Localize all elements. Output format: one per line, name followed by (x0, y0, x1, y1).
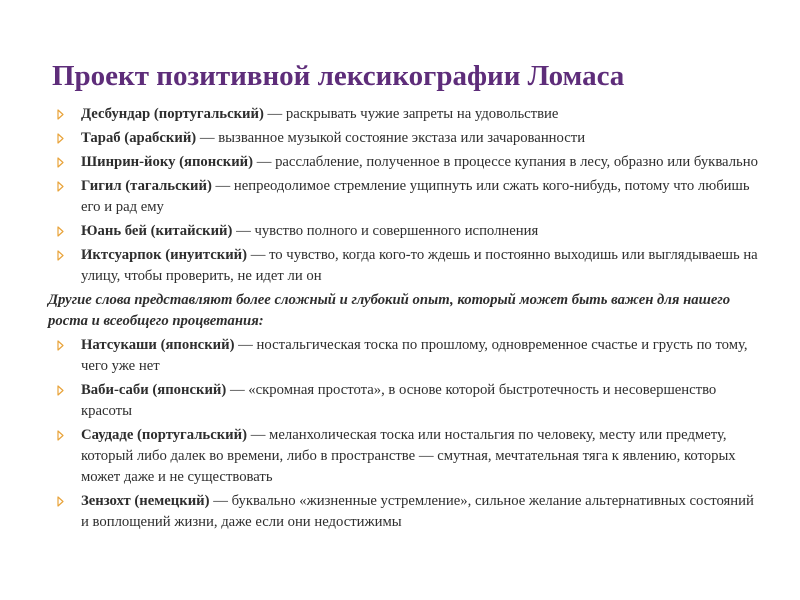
outlined-arrow-bullet-icon (57, 133, 64, 144)
word-term: Саудаде (португальский) (81, 427, 248, 443)
list-item (0, 425, 800, 488)
outlined-arrow-bullet-icon (57, 340, 64, 351)
outlined-arrow-bullet-icon (57, 109, 64, 120)
word-term: Гигил (тагальский) (81, 178, 212, 194)
list-item (0, 104, 800, 125)
list-item (0, 491, 800, 533)
outlined-arrow-bullet-icon (57, 157, 64, 168)
word-definition: — то чувство, когда кого-то ждешь и постоянно выходишь или выглядываешь на улицу, чтобы проверить, не идет ли он (81, 247, 758, 284)
slide-content (0, 104, 800, 536)
outlined-arrow-bullet-icon (57, 385, 64, 396)
outlined-arrow-bullet-icon (57, 430, 64, 441)
word-term: Юань бей (китайский) (81, 223, 233, 239)
list-item (0, 380, 800, 422)
list-item (0, 176, 800, 218)
word-term: Иктсуарпок (инуитский) (81, 247, 248, 263)
word-term: Зензохт (немецкий) (81, 493, 210, 509)
word-definition: — раскрывать чужие запреты на удовольствие (263, 106, 559, 122)
list-item (0, 245, 800, 287)
list-item (0, 152, 800, 173)
word-definition: — чувство полного и совершенного исполнения (232, 223, 539, 239)
word-term: Шинрин-йоку (японский) (81, 154, 254, 170)
word-definition: — меланхолическая тоска или ностальгия по человеку, месту или предмету, который либо далек во времени, либо в пространстве — смутная, мечтательная тяга к явлению, которых может даже и не существовать (81, 427, 736, 485)
outlined-arrow-bullet-icon (57, 250, 64, 261)
list-item (0, 335, 800, 377)
word-list-1 (0, 104, 800, 287)
word-term: Ваби-саби (японский) (81, 382, 227, 398)
word-definition: — буквально «жизненные устремление», сильное желание альтернативных состояний и воплощений жизни, даже если они недостижимы (81, 493, 754, 530)
word-definition: — расслабление, полученное в процессе купания в лесу, образно или буквально (253, 154, 758, 170)
interlude-paragraph: Другие слова представляют более сложный и глубокий опыт, который может быть важен для нашего роста и всеобщего процветания: (48, 292, 731, 329)
list-item (0, 221, 800, 242)
word-definition: — «скромная простота», в основе которой быстротечность и несовершенство красоты (81, 382, 717, 419)
word-definition: — ностальгическая тоска по прошлому, одновременное счастье и грусть по тому, чего уже нет (81, 337, 748, 374)
word-term: Тараб (арабский) (81, 130, 197, 146)
word-term: Десбундар (португальский) (81, 106, 264, 122)
outlined-arrow-bullet-icon (57, 496, 64, 507)
outlined-arrow-bullet-icon (57, 181, 64, 192)
outlined-arrow-bullet-icon (57, 226, 64, 237)
word-definition: — вызванное музыкой состояние экстаза или зачарованности (196, 130, 586, 146)
word-definition: — непреодолимое стремление ущипнуть или сжать кого-нибудь, потому что любишь его и рад ему (81, 178, 750, 215)
word-term: Натсукаши (японский) (81, 337, 235, 353)
slide-title: Проект позитивной лексикографии Ломаса (52, 60, 625, 92)
list-item (0, 128, 800, 149)
word-list-2 (0, 335, 800, 533)
